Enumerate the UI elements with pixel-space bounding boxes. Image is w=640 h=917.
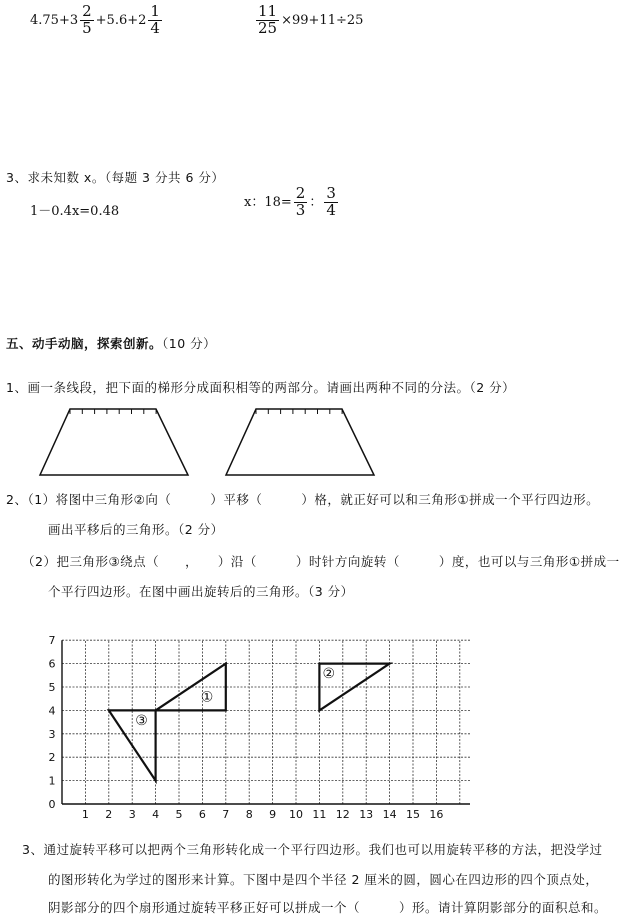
x-tick-label: 10 [289, 808, 303, 821]
q3-equation-2: x：18= $\frac{2}{3}$ ： $\frac{3}{4}$ [244, 184, 336, 219]
x-tick-label: 9 [269, 808, 277, 821]
problem-2-line-2: 画出平移后的三角形。（2 分） [48, 522, 224, 537]
trapezoid-1 [40, 409, 188, 475]
q3-equation-1: 1－0.4x=0.48 [30, 204, 120, 219]
triangle-label: ② [322, 665, 336, 682]
expression-2 [254, 4, 363, 37]
y-tick-label: 7 [48, 634, 56, 648]
triangle-3 [109, 710, 156, 780]
q3-title: 3、求未知数 x。（每题 3 分共 6 分） [6, 170, 225, 185]
x-tick-label: 15 [406, 808, 420, 821]
x-tick-label: 11 [312, 808, 327, 821]
trapezoid-2 [226, 409, 374, 475]
y-tick-label: 4 [48, 704, 56, 718]
problem-3-line-2: 的图形转化为学过的图形来计算。下图中是四个半径 2 厘米的圆，圆心在四边形的四个顶点处， [48, 872, 599, 887]
x-tick-label: 7 [222, 808, 230, 821]
eq2-fraction-1: $\frac{2}{3}$ [295, 184, 306, 219]
triangle-1 [156, 664, 226, 711]
expr2-fraction: $\frac{11}{25}$ [258, 2, 278, 37]
y-tick-label: 3 [48, 727, 56, 741]
x-tick-label: 3 [128, 808, 136, 821]
x-tick-label: 5 [175, 808, 183, 821]
problem-3-line-3: 阴影部分的四个扇形通过旋转平移正好可以拼成一个（ ）形。请计算阴影部分的面积总和。 [48, 900, 608, 915]
coordinate-grid [30, 626, 470, 822]
triangle-label: ③ [135, 712, 148, 729]
x-tick-label: 1 [81, 808, 89, 821]
problem-2-line-3: （2）把三角形③绕点（ ， ）沿（ ）时针方向旋转（ ）度，也可以与三角形①拼成一 [22, 554, 620, 569]
problem-1-text: 1、画一条线段，把下面的梯形分成面积相等的两部分。请画出两种不同的分法。（2 分） [6, 380, 516, 395]
expr1-fraction-2: $\frac{1}{4}$ [150, 2, 160, 37]
expr1-part-a: 4.75+3 [30, 12, 79, 28]
problem-2-line-4: 个平行四边形。在图中画出旋转后的三角形。（3 分） [48, 584, 354, 599]
section5-title: 五、动手动脑，探索创新。 [6, 336, 163, 351]
x-tick-label: 2 [105, 808, 113, 821]
triangle-label: ① [200, 689, 214, 706]
eq2-fraction-2: $\frac{3}{4}$ [326, 184, 336, 219]
x-tick-label: 12 [335, 808, 350, 821]
x-tick-label: 8 [245, 808, 253, 821]
y-tick-label: 6 [48, 657, 56, 671]
x-tick-label: 4 [152, 808, 160, 821]
problem-3-line-1: 3、通过旋转平移可以把两个三角形转化成一个平行四边形。我们也可以用旋转平移的方法，把没学过 [22, 842, 603, 857]
x-tick-label: 6 [198, 808, 206, 821]
trapezoid-figures [0, 400, 640, 480]
grid-lines [62, 640, 470, 804]
problem-2-line-1: 2、（1）将图中三角形②向（ ）平移（ ）格，就正好可以和三角形①拼成一个平行四边形。 [6, 492, 600, 507]
expr2-rest: ×99+11÷25 [281, 12, 364, 28]
x-tick-label: 13 [359, 808, 374, 821]
x-tick-label: 16 [429, 808, 444, 821]
y-tick-label: 1 [48, 774, 56, 788]
x-tick-label: 0 [48, 798, 56, 811]
expr1-fraction-1: $\frac{2}{5}$ [82, 2, 92, 37]
expr1-part-b: +5.6+2 [95, 12, 147, 28]
section5-heading [6, 334, 216, 352]
expression-1 [30, 4, 164, 37]
y-tick-label: 5 [48, 681, 56, 694]
x-tick-label: 14 [382, 808, 397, 821]
y-tick-label: 2 [48, 751, 56, 765]
section5-score: （10 分） [162, 336, 217, 351]
